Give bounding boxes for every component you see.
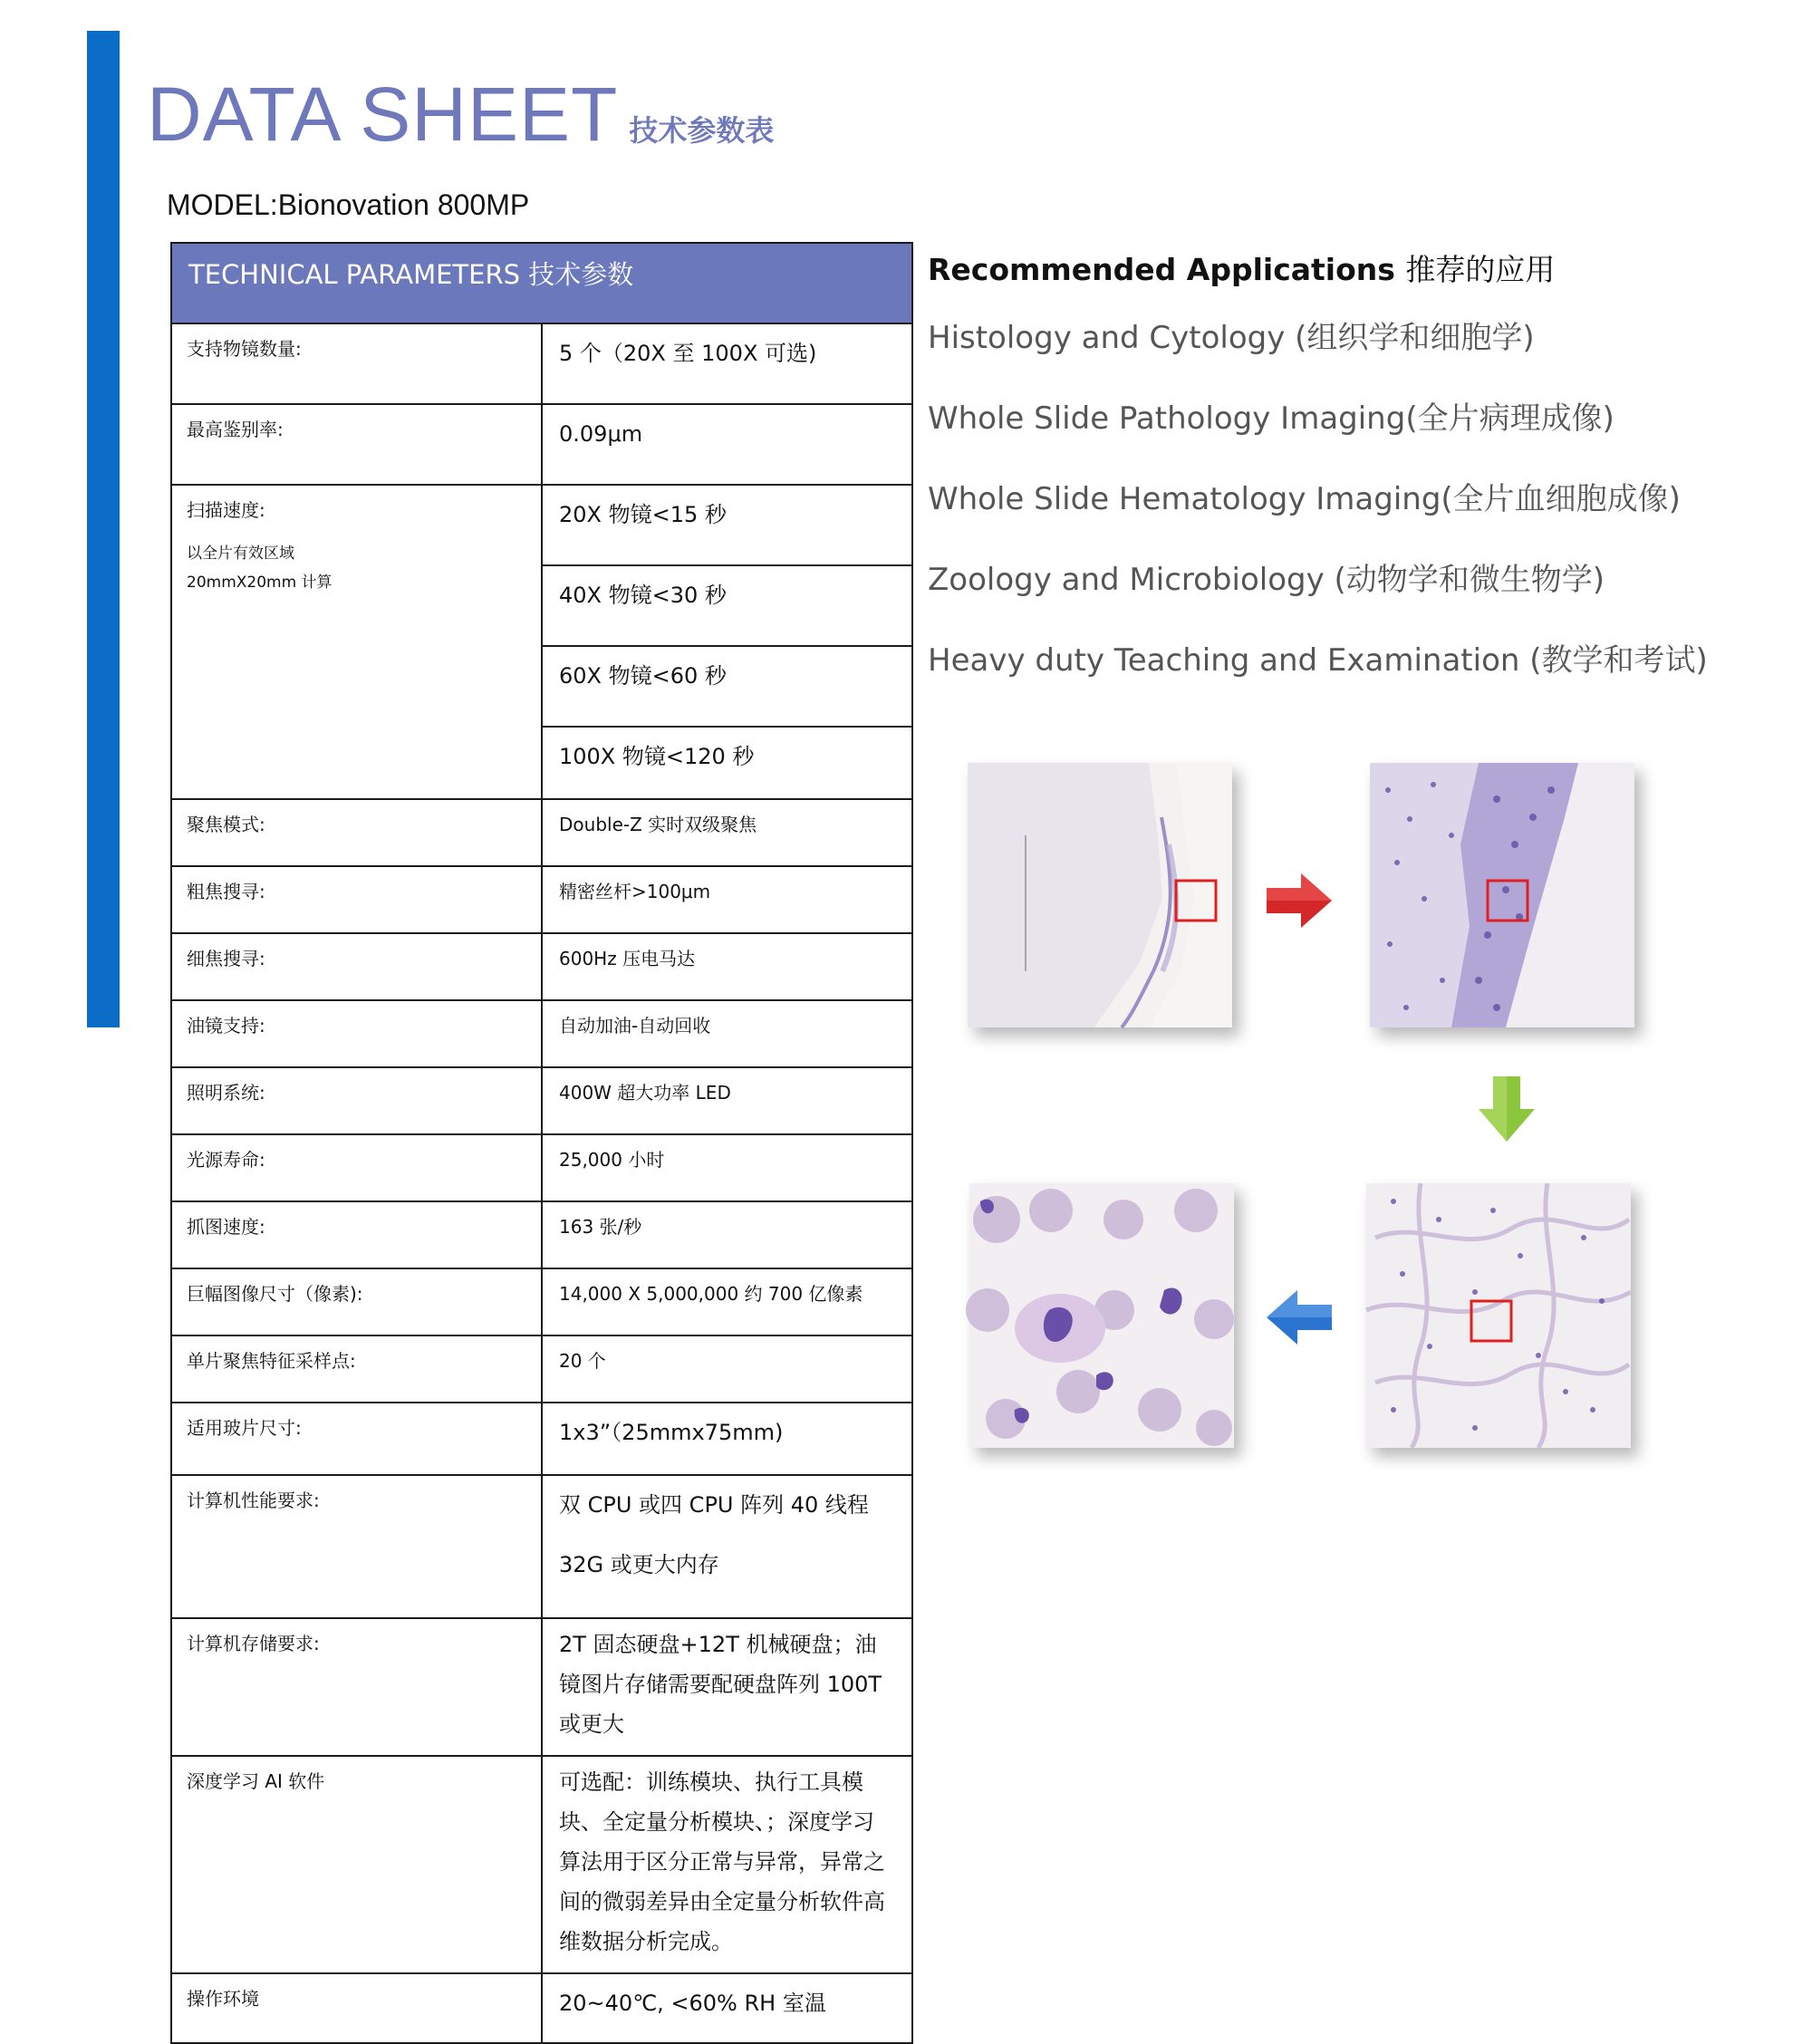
param-value: 163 张/秒 [542,1201,912,1268]
arrow-down-icon [1477,1075,1537,1147]
param-value: 400W 超大功率 LED [542,1067,912,1134]
param-value-line: 32G 或更大内存 [559,1552,719,1577]
param-label: 操作环境 [171,1973,542,2043]
arrow-left-icon [1265,1288,1334,1350]
table-header-row [171,243,912,323]
param-label: 光源寿命: [171,1134,542,1201]
table-row [171,404,912,485]
param-label: 单片聚焦特征采样点: [171,1335,542,1403]
arrow-right-icon [1265,872,1334,933]
table-row [171,1475,912,1618]
param-label-scan-speed [171,485,542,799]
applications-list [928,313,1798,716]
param-value: 0.09μm [542,404,912,485]
param-label: 细焦搜寻: [171,933,542,1000]
param-value: 精密丝杆>100μm [542,866,912,933]
table-row [171,323,912,404]
param-value: 100X 物镜<120 秒 [542,727,912,799]
table-row [171,1134,912,1201]
table-row [171,1756,912,1973]
applications-title-cn: 推荐的应用 [1405,252,1556,287]
param-label: 计算机存储要求: [171,1618,542,1756]
param-label: 扫描速度: [187,499,265,521]
table-row [171,933,912,1000]
slide-image-detail [1366,1183,1631,1448]
param-label: 聚焦模式: [171,799,542,866]
param-value: 60X 物镜<60 秒 [542,646,912,727]
title-chinese: 技术参数表 [629,113,775,148]
table-row [171,1000,912,1067]
slide-image-medium [1370,763,1634,1027]
param-note-line: 以全片有效区域 [187,545,294,563]
param-value: 25,000 小时 [542,1134,912,1201]
param-label: 支持物镜数量: [171,323,542,404]
param-note-line: 20mmX20mm 计算 [187,574,333,592]
slide-image-high [969,1183,1234,1448]
param-value: 20~40℃, <60% RH 室温 [542,1973,912,2043]
param-value: 20 个 [542,1335,912,1403]
param-note [187,538,526,598]
param-value: 600Hz 压电马达 [542,933,912,1000]
applications-title-en: Recommended Applications [928,252,1395,287]
table-row [171,1268,912,1335]
param-value: 1x3”（25mmx75mm) [542,1403,912,1475]
param-label: 深度学习 AI 软件 [171,1756,542,1973]
application-item: Histology and Cytology (组织学和细胞学) [928,320,1535,356]
recommended-applications [928,246,1798,716]
table-row [171,866,912,933]
table-row [171,485,912,565]
param-value-multi [542,1475,912,1618]
param-label: 巨幅图像尺寸（像素): [171,1268,542,1335]
param-label: 最高鉴别率: [171,404,542,485]
param-label: 粗焦搜寻: [171,866,542,933]
param-value: 14,000 X 5,000,000 约 700 亿像素 [542,1268,912,1335]
application-item: Whole Slide Hematology Imaging(全片血细胞成像) [928,481,1681,517]
param-label: 适用玻片尺寸: [171,1403,542,1475]
application-item: Heavy duty Teaching and Examination (教学和考试) [928,642,1708,679]
param-value-line: 双 CPU 或四 CPU 阵列 40 线程 [559,1492,869,1518]
table-row [171,1335,912,1403]
model-label: MODEL:Bionovation 800MP [167,188,530,221]
table-row [171,1201,912,1268]
param-value: 5 个（20X 至 100X 可选) [542,323,912,404]
param-label: 抓图速度: [171,1201,542,1268]
table-row [171,799,912,866]
slide-image-overview [968,763,1232,1027]
table-row [171,1618,912,1756]
table-row [171,1403,912,1475]
application-item: Zoology and Microbiology (动物学和微生物学) [928,562,1605,598]
param-value: 20X 物镜<15 秒 [542,485,912,565]
technical-parameters-table [170,242,913,2044]
param-value: 2T 固态硬盘+12T 机械硬盘；油镜图片存储需要配硬盘阵列 100T 或更大 [542,1618,912,1756]
param-value: Double-Z 实时双级聚焦 [542,799,912,866]
accent-side-bar [87,31,120,1027]
title-main: DATA SHEET [147,72,619,157]
table-row [171,1973,912,2043]
table-header: TECHNICAL PARAMETERS 技术参数 [171,243,912,323]
applications-title [928,246,1798,289]
param-label: 油镜支持: [171,1000,542,1067]
param-label: 照明系统: [171,1067,542,1134]
param-value: 可选配：训练模块、执行工具模块、全定量分析模块、；深度学习算法用于区分正常与异常，异常之间的微弱差异由全定量分析软件高维数据分析完成。 [542,1756,912,1973]
table-row [171,1067,912,1134]
param-label: 计算机性能要求: [171,1475,542,1618]
param-value: 40X 物镜<30 秒 [542,565,912,646]
page-title [147,71,774,159]
application-item: Whole Slide Pathology Imaging(全片病理成像) [928,400,1614,437]
param-value: 自动加油-自动回收 [542,1000,912,1067]
